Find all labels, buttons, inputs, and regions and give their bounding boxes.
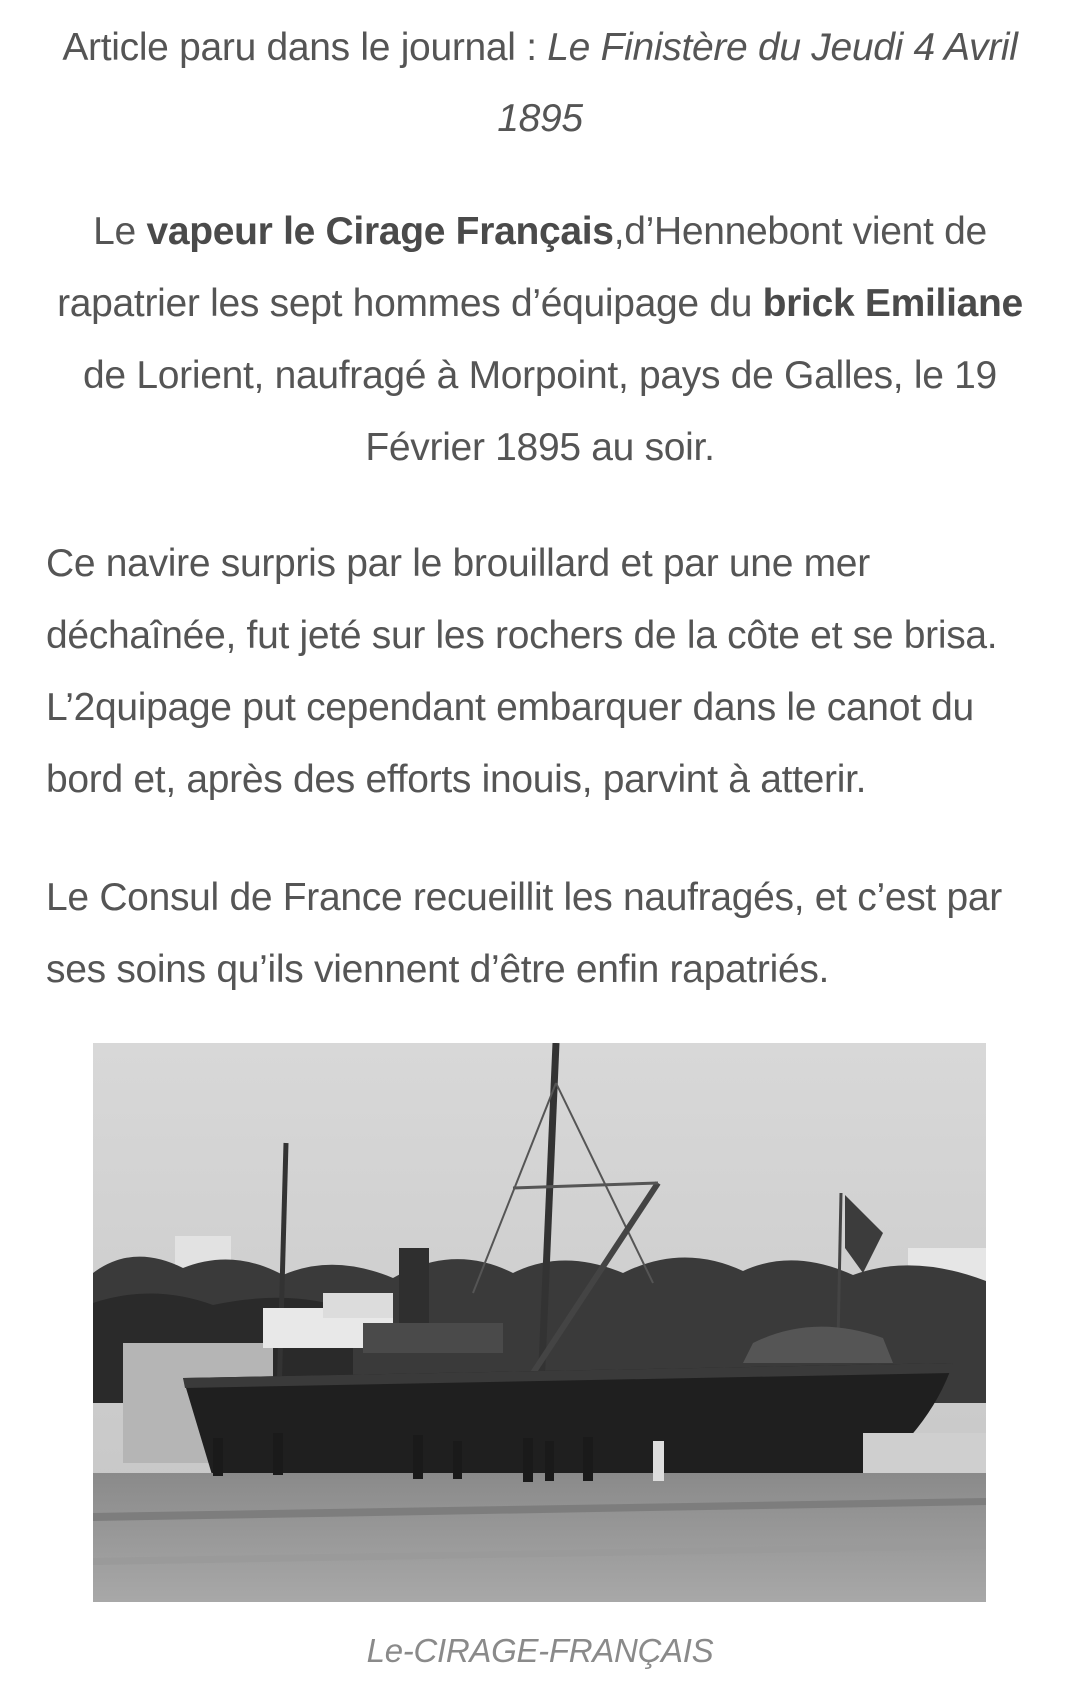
intro-bold-brick: brick Emiliane [762,282,1023,325]
paragraph-consul: Le Consul de France recueillit les naufragés, et c’est par ses soins qu’ils viennent d’être enfin rapatriés. [46,876,1002,991]
intro-text-2: ,d’Hennebont vient de rapatrier les sept hommes d’équipage du [57,210,987,325]
intro-text-1: Le [93,210,147,253]
ship-photo-illustration [93,1043,986,1602]
photo-caption: Le-CIRAGE-FRANÇAIS [366,1632,714,1669]
intro-bold-steamer: vapeur le Cirage Français [146,210,614,253]
paragraph-shipwreck: Ce navire surpris par le brouillard et par une mer déchaînée, fut jeté sur les rochers de la côte et se brisa. L’2quipage put cependant embarquer dans le canot du bord et, après des efforts inouis, parvint à atterir. [46,542,998,801]
intro-text-3: de Lorient, naufragé à Morpoint, pays de Galles, le 19 Février 1895 au soir. [83,354,997,469]
paragraph-intro [40,196,1040,484]
article-source [40,12,1040,154]
source-prefix: Article paru dans le journal : [62,26,548,69]
journal-name-line1: Le Finistère du Jeudi 4 Avril [547,26,1018,69]
journal-name-line2: 1895 [497,97,583,140]
ship-photo [93,1043,986,1602]
